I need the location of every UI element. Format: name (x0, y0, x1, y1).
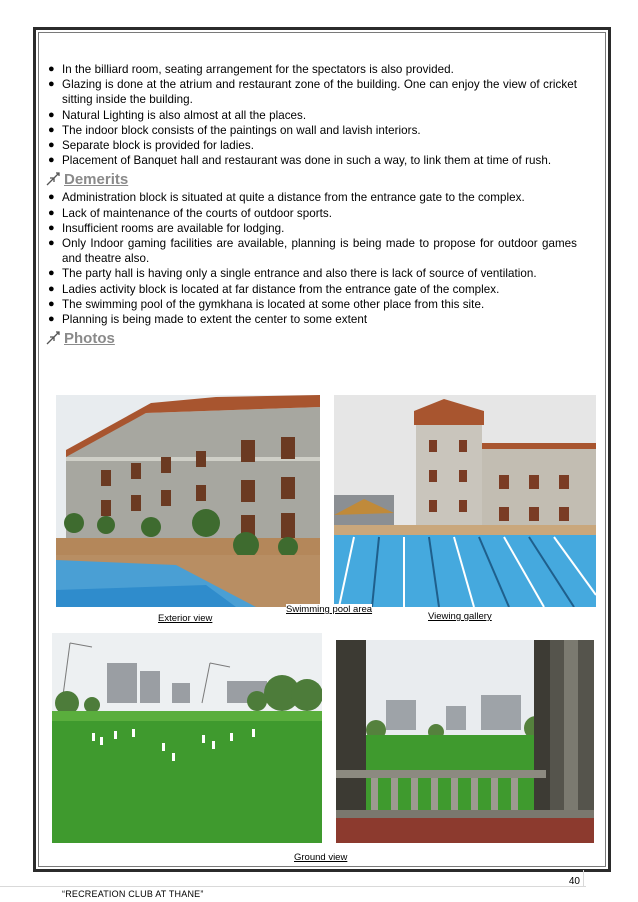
list-item: ● Placement of Banquet hall and restaurant was done in such a way, to link them at time of rush. (48, 154, 552, 168)
list-item: ● The party hall is having only a single entrance and also there is lack of source of ventilation. (48, 267, 537, 281)
list-item: ● Separate block is provided for ladies. (48, 139, 255, 153)
photos-heading (45, 328, 577, 348)
viewing-gallery-caption: Viewing gallery (428, 611, 492, 622)
swimming-pool-caption: Swimming pool area (286, 604, 373, 615)
arrow-bullet-icon (45, 331, 62, 346)
list-item: ● Administration block is situated at quite a distance from the entrance gate to the complex. (48, 191, 525, 205)
merits-list (46, 62, 577, 168)
footer-title: “RECREATION CLUB AT THANE” (62, 889, 204, 899)
list-item: ● Natural Lighting is also almost at all the places. (48, 108, 307, 122)
main-content (46, 62, 577, 349)
footer-divider-vertical (583, 870, 586, 886)
list-item: ● Insufficient rooms are available for lodging. (48, 221, 285, 235)
list-item: ● Lack of maintenance of the courts of outdoor sports. (48, 206, 333, 220)
list-item: ● Ladies activity block is located at far distance from the entrance gate of the complex. (48, 282, 500, 296)
list-item: ● The swimming pool of the gymkhana is located at some other place from this site. (48, 297, 485, 311)
exterior-view-caption: Exterior view (158, 613, 213, 624)
swimming-pool-photo (334, 395, 596, 607)
list-item: ● Planning is being made to extent the center to some extent (48, 313, 368, 327)
ground-view-caption: Ground view (294, 852, 348, 863)
demerits-title: Demerits (64, 170, 129, 188)
ground-view-photo (52, 633, 322, 843)
demerits-list (46, 190, 577, 327)
list-item: ● Only Indoor gaming facilities are available, planning is being made to propose for outdoor games and theatre also. (48, 237, 577, 266)
viewing-gallery-photo (336, 640, 594, 843)
list-item: ● Glazing is done at the atrium and restaurant zone of the building. One can enjoy the view of cricket sitting inside the building. (48, 78, 577, 107)
photos-title: Photos (64, 329, 115, 347)
page-number: 40 (568, 876, 580, 887)
footer-divider (0, 886, 586, 887)
arrow-bullet-icon (45, 172, 62, 187)
list-item: ● In the billiard room, seating arrangement for the spectators is also provided. (48, 63, 454, 76)
list-item: ● The indoor block consists of the paintings on wall and lavish interiors. (48, 123, 421, 137)
demerits-heading (45, 169, 577, 189)
exterior-view-photo (56, 395, 320, 607)
